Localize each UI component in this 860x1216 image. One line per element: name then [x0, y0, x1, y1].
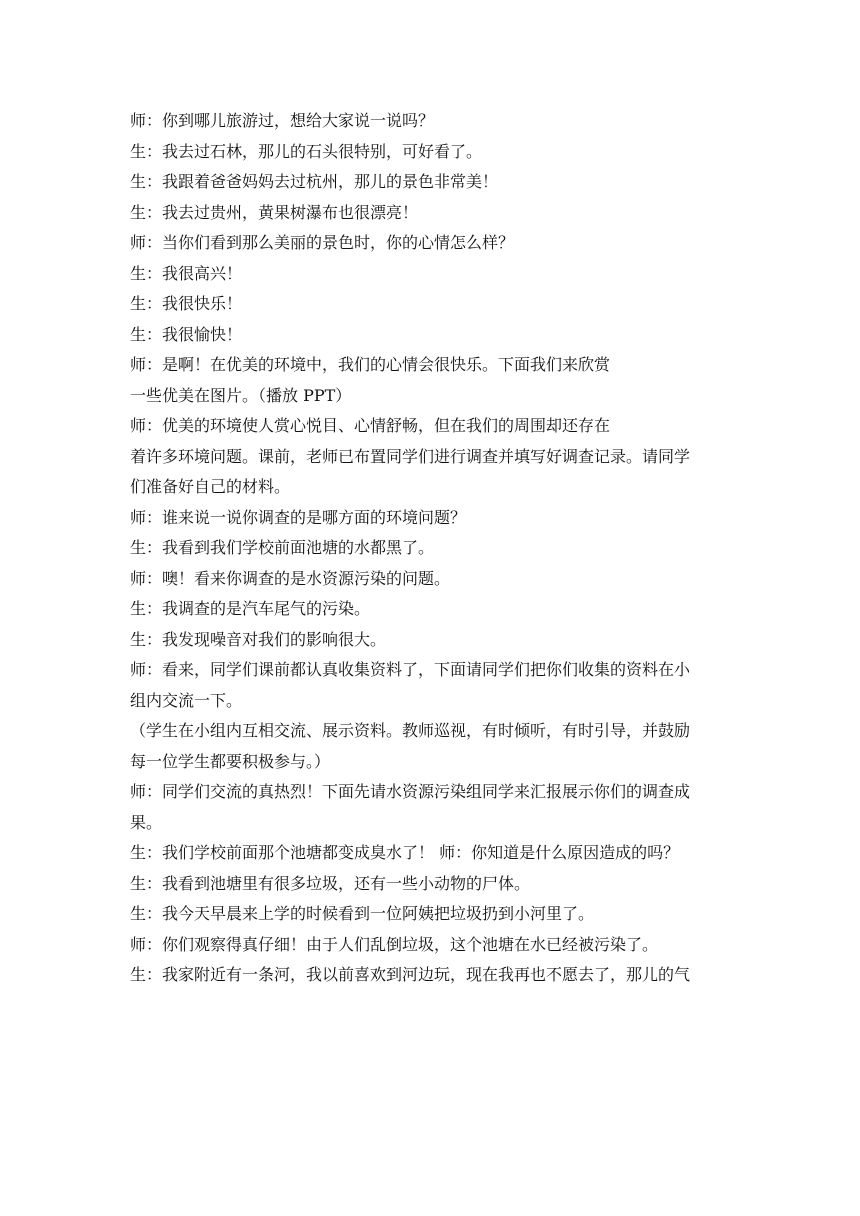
text-line: 生：我很愉快！ — [130, 324, 243, 344]
text-line: （学生在小组内互相交流、展示资料。教师巡视，有时倾听，有时引导，并鼓励 — [130, 721, 691, 740]
text-line: 果。 — [130, 812, 163, 832]
text-line: 师：是啊！在优美的环境中，我们的心情会很快乐。下面我们来欣赏 — [130, 355, 611, 374]
text-line: 师：你们观察得真仔细！由于人们乱倒垃圾，这个池塘在水已经被污染了。 — [130, 934, 659, 954]
text-line: 师：噢！看来你调查的是水资源污染的问题。 — [130, 568, 451, 588]
text-line: 师：你到哪儿旅游过，想给大家说一说吗？ — [130, 111, 435, 130]
text-line: 师：看来，同学们课前都认真收集资料了，下面请同学们把你们收集的资料在小 — [130, 660, 691, 679]
text-line: 生：我调查的是汽车尾气的污染。 — [130, 599, 371, 618]
text-line: 生：我很高兴！ — [130, 263, 243, 283]
text-line: 生：我们学校前面那个池塘都变成臭水了！ 师：你知道是什么原因造成的吗？ — [130, 843, 680, 862]
text-line: 们准备好自己的材料。 — [130, 477, 291, 496]
text-line: 生：我去过贵州，黄果树瀑布也很漂亮！ — [130, 202, 419, 222]
text-line: 一些优美在图片。（播放 PPT） — [130, 385, 352, 405]
text-line: 生：我发现噪音对我们的影响很大。 — [130, 629, 387, 649]
text-line: 师：优美的环境使人赏心悦目、心情舒畅，但在我们的周围却还存在 — [130, 416, 611, 435]
text-line: 生：我去过石林，那儿的石头很特别，可好看了。 — [130, 141, 483, 161]
text-line: 生：我跟着爸爸妈妈去过杭州，那儿的景色非常美！ — [130, 172, 499, 191]
text-line: 生：我看到我们学校前面池塘的水都黑了。 — [130, 538, 435, 557]
text-line: 生：我今天早晨来上学的时候看到一位阿姨把垃圾扔到小河里了。 — [130, 904, 595, 923]
dialogue-body — [130, 106, 736, 991]
text-line: 生：我很快乐！ — [130, 294, 243, 313]
text-line: 师：同学们交流的真热烈！下面先请水资源污染组同学来汇报展示你们的调查成 — [130, 782, 691, 801]
text-line: 生：我家附近有一条河，我以前喜欢到河边玩，现在我再也不愿去了，那儿的气 — [130, 965, 691, 984]
text-line: 每一位学生都要积极参与。） — [130, 751, 331, 771]
text-line: 组内交流一下。 — [130, 690, 243, 710]
text-line: 师：谁来说一说你调查的是哪方面的环境问题？ — [130, 507, 467, 527]
text-line: 着许多环境问题。课前，老师已布置同学们进行调查并填写好调查记录。请同学 — [130, 446, 691, 466]
text-line: 生：我看到池塘里有很多垃圾，还有一些小动物的尸体。 — [130, 873, 531, 893]
text-line: 师：当你们看到那么美丽的景色时，你的心情怎么样？ — [130, 233, 515, 252]
